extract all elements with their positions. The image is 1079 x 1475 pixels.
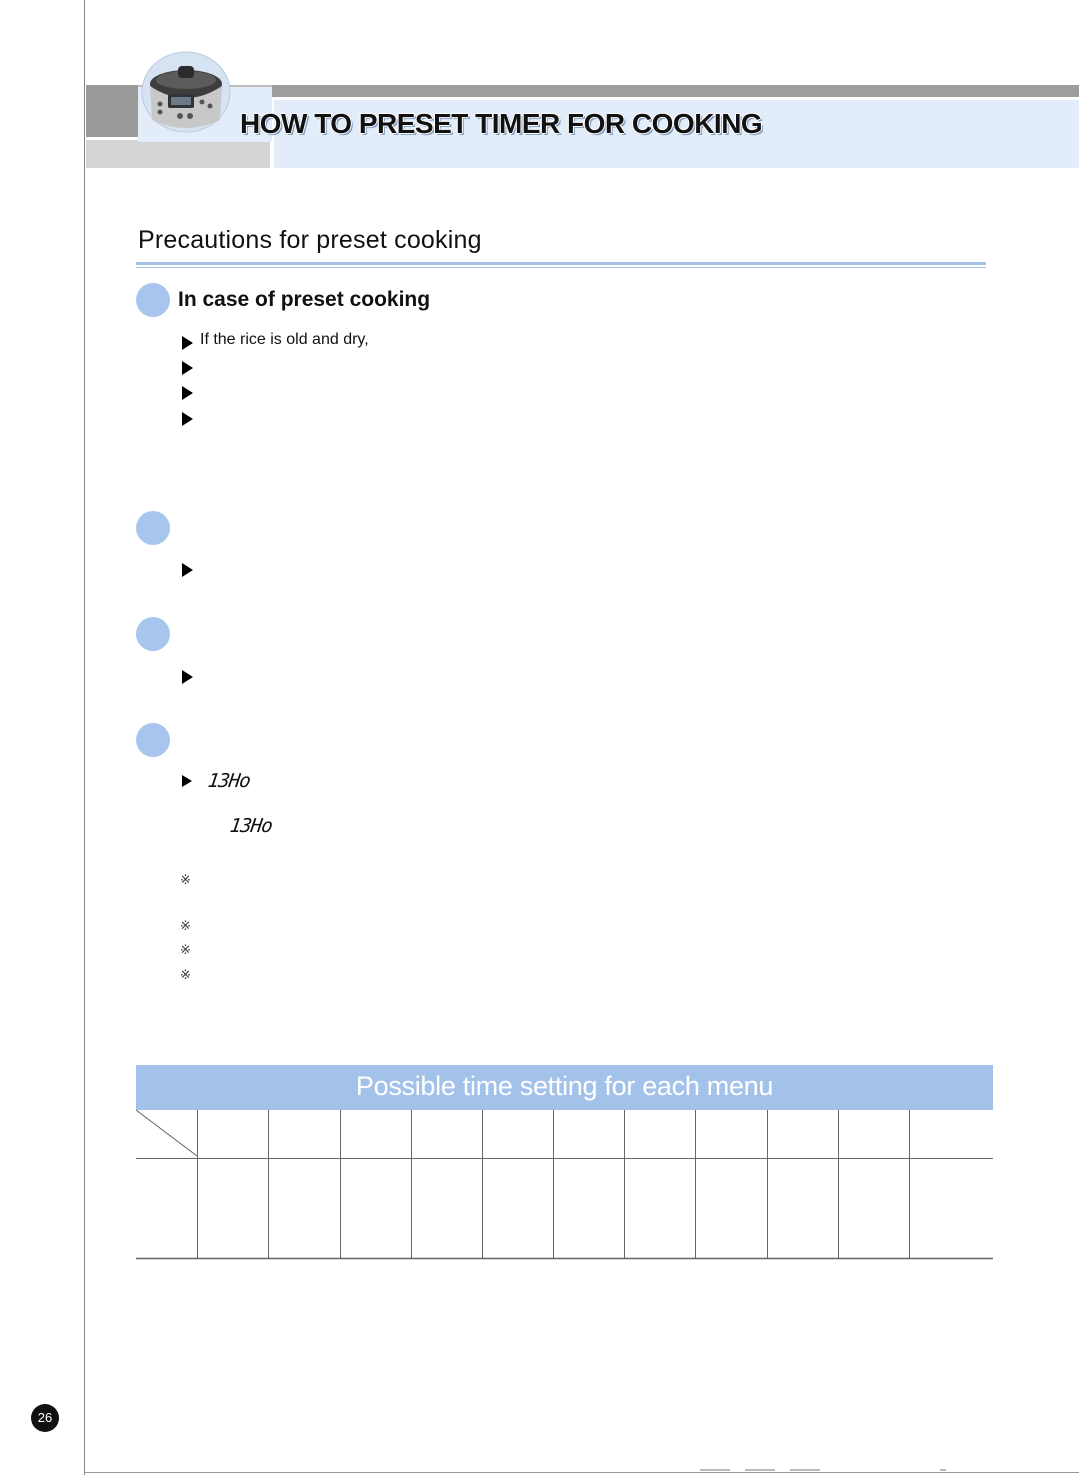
footer-print-marks	[700, 1469, 950, 1472]
bullet-arrow-icon	[182, 670, 193, 684]
header-light-block	[86, 140, 270, 168]
page-bottom-line	[84, 1472, 1079, 1473]
item-3-marker	[136, 617, 170, 651]
page-margin-line	[84, 0, 85, 1475]
section-rule-thin	[136, 267, 986, 268]
bullet-arrow-icon	[182, 775, 192, 787]
item-4-marker	[136, 723, 170, 757]
header-gray-block	[86, 85, 138, 137]
rice-cooker-icon	[140, 50, 232, 134]
page-title: HOW TO PRESET TIMER FOR COOKING	[240, 108, 763, 139]
table-title: Possible time setting for each menu	[355, 1071, 774, 1101]
item-1-bullet-1: If the rice is old and dry,	[200, 331, 369, 348]
note-symbol: ※	[180, 872, 191, 887]
display-readout: 13Ho	[206, 770, 252, 792]
bullet-arrow-icon	[182, 563, 193, 577]
bullet-arrow-icon	[182, 412, 193, 426]
page-number: 26	[31, 1404, 59, 1432]
section-rule	[136, 262, 986, 265]
note-symbol: ※	[180, 967, 191, 982]
item-1-heading: In case of preset cooking	[178, 288, 431, 311]
display-readout-secondary: 13Ho	[228, 815, 274, 837]
menu-time-table	[136, 1110, 993, 1260]
section-title: Precautions for preset cooking	[138, 226, 482, 254]
header-gray-bar	[272, 85, 1079, 97]
bullet-arrow-icon	[182, 361, 193, 375]
bullet-arrow-icon	[182, 386, 193, 400]
bullet-arrow-icon	[182, 336, 193, 350]
item-1-marker	[136, 283, 170, 317]
note-symbol: ※	[180, 918, 191, 933]
note-symbol: ※	[180, 942, 191, 957]
item-2-marker	[136, 511, 170, 545]
